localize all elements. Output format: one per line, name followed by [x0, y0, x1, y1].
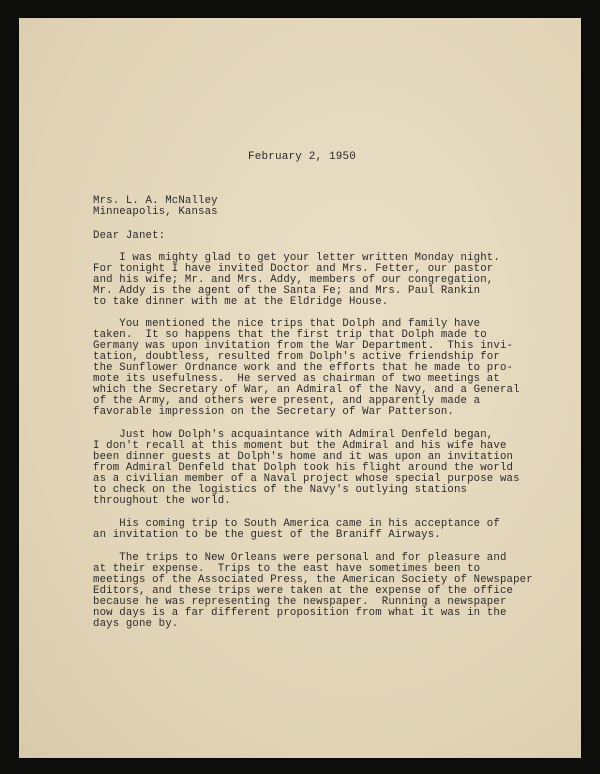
body-line: because he was representing the newspaper. Running a newspaper [93, 596, 507, 608]
recipient-name: Mrs. L. A. McNalley [93, 195, 218, 207]
body-line: For tonight I have invited Doctor and Mrs. Fetter, our pastor [93, 263, 494, 275]
body-line: Mr. Addy is the agent of the Santa Fe; and Mrs. Paul Rankin [93, 285, 481, 297]
body-line: You mentioned the nice trips that Dolph and family have [93, 318, 481, 330]
body-line: I was mighty glad to get your letter written Monday night. [93, 252, 500, 264]
body-line: favorable impression on the Secretary of War Patterson. [93, 406, 454, 418]
recipient-city: Minneapolis, Kansas [93, 206, 218, 218]
body-line: The trips to New Orleans were personal and for pleasure and [93, 552, 507, 564]
body-line: the Sunflower Ordnance work and the efforts that he made to pro- [93, 362, 514, 374]
body-line: of the Army, and others were present, and apparently made a [93, 395, 481, 407]
body-line: His coming trip to South America came in his acceptance of [93, 518, 500, 530]
body-line: tation, doubtless, resulted from Dolph's active friendship for [93, 351, 500, 363]
body-line: an invitation to be the guest of the Braniff Airways. [93, 529, 441, 541]
letter-page [19, 18, 581, 758]
body-line: and his wife; Mr. and Mrs. Addy, members of our congregation, [93, 274, 494, 286]
body-line: to take dinner with me at the Eldridge House. [93, 296, 389, 308]
salutation: Dear Janet: [93, 230, 166, 242]
body-line: now days is a far different proposition from what it was in the [93, 607, 507, 619]
letter-date: February 2, 1950 [248, 151, 357, 163]
body-line: Just how Dolph's acquaintance with Admiral Denfeld began, [93, 429, 494, 441]
body-line: mote its usefulness. He served as chairman of two meetings at [93, 373, 500, 385]
body-line: meetings of the Associated Press, the American Society of Newspaper [93, 574, 533, 586]
body-line: at their expense. Trips to the east have sometimes been to [93, 563, 481, 575]
body-line: from Admiral Denfeld that Dolph took his flight around the world [93, 462, 514, 474]
body-line: to check on the logistics of the Navy's outlying stations [93, 484, 468, 496]
body-line: taken. It so happens that the first trip that Dolph made to [93, 329, 487, 341]
body-line: days gone by. [93, 618, 179, 630]
body-line: been dinner guests at Dolph's home and it was upon an invitation [93, 451, 514, 463]
body-line: Editors, and these trips were taken at the expense of the office [93, 585, 514, 597]
body-line: Germany was upon invitation from the War Department. This invi- [93, 340, 514, 352]
body-line: which the Secretary of War, an Admiral of the Navy, and a General [93, 384, 520, 396]
body-line: I don't recall at this moment but the Admiral and his wife have [93, 440, 507, 452]
body-line: as a civilian member of a Naval project whose special purpose was [93, 473, 520, 485]
body-line: throughout the world. [93, 495, 231, 507]
